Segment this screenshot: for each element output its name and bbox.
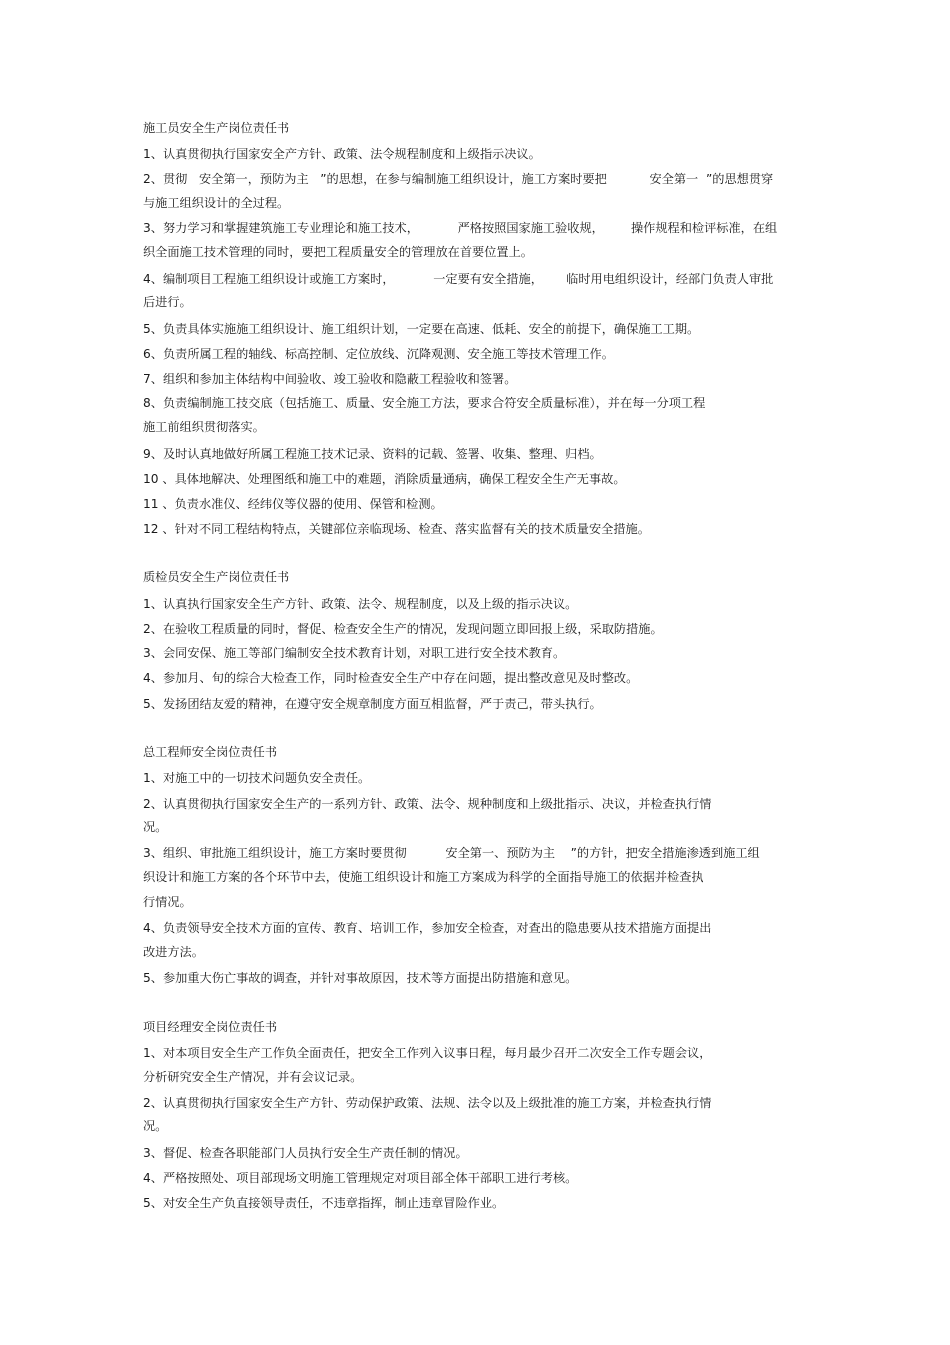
text-line: 1、认真贯彻执行国家安全产方针、政策、法令规程制度和上级指示决议。 <box>143 147 541 161</box>
text-line: 4、严格按照处、项目部现场文明施工管理规定对项目部全体干部职工进行考核。 <box>143 1171 578 1185</box>
section-title: 施工员安全生产岗位责任书 <box>143 121 290 135</box>
text-line: 11 、负责水准仪、经纬仪等仪器的使用、保管和检测。 <box>143 497 443 511</box>
text-line: 10 、具体地解决、处理图纸和施工中的难题，消除质量通病，确保工程安全生产无事故。 <box>143 472 626 486</box>
text-line: 5、对安全生产负直接领导责任，不违章指挥，制止违章冒险作业。 <box>143 1196 505 1210</box>
text-line: 2、贯彻 安全第一，预防为主 ”的思想，在参与编制施工组织设计，施工方案时要把 安全第一 ”的思想贯穿 <box>143 172 774 186</box>
text-line: 4、负责领导安全技术方面的宣传、教育、培训工作，参加安全检查，对查出的隐患要从技术措施方面提出 <box>143 921 712 935</box>
text-line: 行情况。 <box>143 895 192 909</box>
text-line: 12 、针对不同工程结构特点，关键部位亲临现场、检查、落实监督有关的技术质量安全措施。 <box>143 522 650 536</box>
text-line: 施工前组织贯彻落实。 <box>143 420 265 434</box>
text-line: 4、参加月、旬的综合大检查工作，同时检查安全生产中存在问题，提出整改意见及时整改。 <box>143 671 639 685</box>
text-line: 2、在验收工程质量的同时，督促、检查安全生产的情况，发现问题立即回报上级，采取防措施。 <box>143 622 663 636</box>
text-line: 织设计和施工方案的各个环节中去，使施工组织设计和施工方案成为科学的全面指导施工的依据并检查执 <box>143 870 704 884</box>
text-line: 与施工组织设计的全过程。 <box>143 196 290 210</box>
text-line: 后进行。 <box>143 295 192 309</box>
text-line: 1、对本项目安全生产工作负全面责任，把安全工作列入议事日程，每月最少召开二次安全工作专题会议， <box>143 1046 712 1060</box>
section-title: 总工程师安全岗位责任书 <box>143 745 278 759</box>
text-line: 1、对施工中的一切技术问题负安全责任。 <box>143 771 371 785</box>
text-line: 7、组织和参加主体结构中间验收、竣工验收和隐蔽工程验收和签署。 <box>143 372 517 386</box>
text-line: 5、参加重大伤亡事故的调查，并针对事故原因，技术等方面提出防措施和意见。 <box>143 971 578 985</box>
text-line: 2、认真贯彻执行国家安全生产方针、劳动保护政策、法规、法令以及上级批准的施工方案，并检查执行情 <box>143 1096 712 1110</box>
text-line: 9、及时认真地做好所属工程施工技术记录、资料的记载、签署、收集、整理、归档。 <box>143 447 602 461</box>
text-line: 5、负责具体实施施工组织设计、施工组织计划，一定要在高速、低耗、安全的前提下，确保施工工期。 <box>143 322 700 336</box>
text-line: 况。 <box>143 820 168 834</box>
text-line: 8、负责编制施工技交底（包括施工、质量、安全施工方法，要求合符安全质量标准），并在每一分项工程 <box>143 396 706 410</box>
section-title: 质检员安全生产岗位责任书 <box>143 570 290 584</box>
text-line: 5、发扬团结友爱的精神，在遵守安全规章制度方面互相监督，严于责己，带头执行。 <box>143 697 602 711</box>
text-line: 3、努力学习和掌握建筑施工专业理论和施工技术， 严格按照国家施工验收规， 操作规程和检评标准，在组 <box>143 221 778 235</box>
text-line: 改进方法。 <box>143 945 204 959</box>
text-line: 4、编制项目工程施工组织设计或施工方案时， 一定要有安全措施， 临时用电组织设计，经部门负责人审批 <box>143 272 774 286</box>
section-title: 项目经理安全岗位责任书 <box>143 1020 278 1034</box>
text-line: 3、督促、检查各职能部门人员执行安全生产责任制的情况。 <box>143 1146 468 1160</box>
text-line: 3、组织、审批施工组织设计，施工方案时要贯彻 安全第一、预防为主 ”的方针，把安全措施渗透到施工组 <box>143 846 760 860</box>
text-line: 3、会同安保、施工等部门编制安全技术教育计划，对职工进行安全技术教育。 <box>143 646 566 660</box>
text-line: 况。 <box>143 1119 168 1133</box>
text-line: 织全面施工技术管理的同时，要把工程质量安全的管理放在首要位置上。 <box>143 245 533 259</box>
text-line: 分析研究安全生产情况，并有会议记录。 <box>143 1070 363 1084</box>
text-line: 2、认真贯彻执行国家安全生产的一系列方针、政策、法令、规种制度和上级批指示、决议，并检查执行情 <box>143 797 712 811</box>
text-line: 1、认真执行国家安全生产方针、政策、法令、规程制度，以及上级的指示决议。 <box>143 597 578 611</box>
text-line: 6、负责所属工程的轴线、标高控制、定位放线、沉降观测、安全施工等技术管理工作。 <box>143 347 614 361</box>
